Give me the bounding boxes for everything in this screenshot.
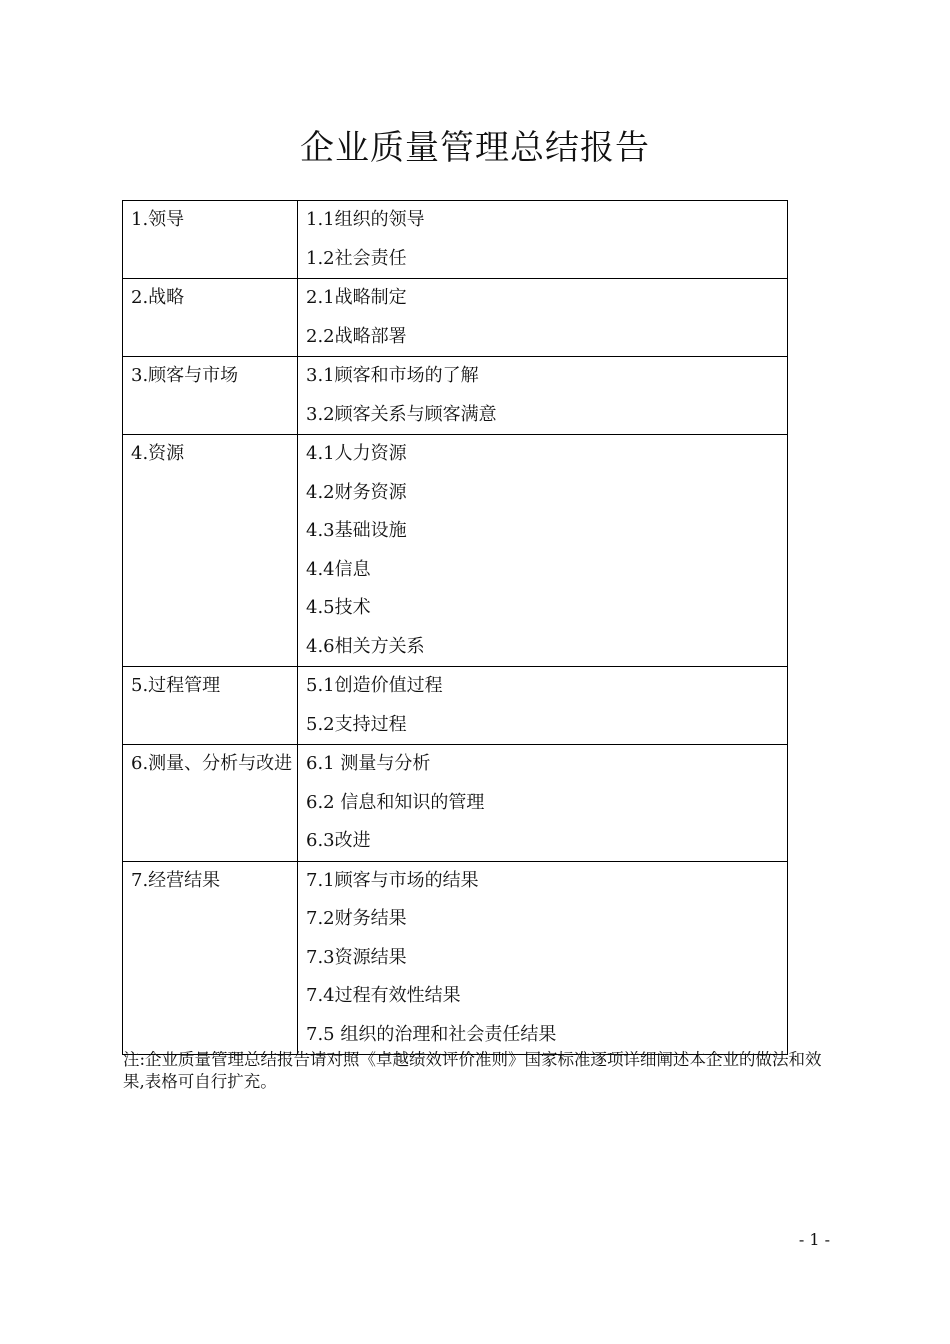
subsection-list xyxy=(298,357,788,435)
section-label: 2.战略 xyxy=(123,279,298,357)
section-row xyxy=(123,861,788,1055)
subsection-item: 7.1顾客与市场的结果 xyxy=(306,869,479,891)
subsection-item: 5.1创造价值过程 xyxy=(306,675,443,696)
subsection-item: 4.3基础设施 xyxy=(306,520,407,541)
subsection-list xyxy=(298,861,788,1055)
section-label: 4.资源 xyxy=(123,435,298,667)
subsection-item: 7.2财务结果 xyxy=(306,908,407,929)
page-number: - 1 - xyxy=(798,1230,830,1249)
subsection-list xyxy=(298,667,788,745)
subsection-item: 4.4信息 xyxy=(306,558,371,580)
subsection-list xyxy=(298,435,788,667)
section-row xyxy=(123,201,788,279)
subsection-item: 7.4过程有效性结果 xyxy=(306,985,461,1006)
subsection-item: 6.3改进 xyxy=(306,830,371,851)
subsection-item: 2.1战略制定 xyxy=(306,287,407,308)
subsection-list xyxy=(298,279,788,357)
subsection-item: 1.2社会责任 xyxy=(306,247,407,269)
section-label: 3.顾客与市场 xyxy=(123,357,298,435)
subsection-item: 6.1 测量与分析 xyxy=(306,753,431,774)
section-label: 6.测量、分析与改进 xyxy=(123,745,298,862)
footnote: 注:企业质量管理总结报告请对照《卓越绩效评价准则》国家标准逐项详细阐述本企业的做法和效果,表格可自行扩充。 xyxy=(123,1050,822,1091)
document-title: 企业质量管理总结报告 xyxy=(300,128,650,168)
subsection-item: 4.2财务资源 xyxy=(306,481,407,503)
subsection-item: 2.2战略部署 xyxy=(306,325,407,347)
subsection-list xyxy=(298,201,788,279)
subsection-item: 4.1人力资源 xyxy=(306,443,407,464)
subsection-item: 7.5 组织的治理和社会责任结果 xyxy=(306,1023,557,1045)
section-row xyxy=(123,357,788,435)
subsection-list xyxy=(298,745,788,862)
section-row xyxy=(123,667,788,745)
subsection-item: 4.5技术 xyxy=(306,597,371,618)
section-label: 5.过程管理 xyxy=(123,667,298,745)
subsection-item: 3.1顾客和市场的了解 xyxy=(306,365,479,386)
section-row xyxy=(123,435,788,667)
subsection-item: 1.1组织的领导 xyxy=(306,209,425,230)
subsection-item: 3.2顾客关系与顾客满意 xyxy=(306,403,497,425)
section-row xyxy=(123,279,788,357)
subsection-item: 6.2 信息和知识的管理 xyxy=(306,791,485,813)
outline-table xyxy=(122,200,788,1055)
subsection-item: 4.6相关方关系 xyxy=(306,635,425,657)
section-row xyxy=(123,745,788,862)
section-label: 7.经营结果 xyxy=(123,861,298,1055)
subsection-item: 5.2支持过程 xyxy=(306,713,407,735)
outline-table-body xyxy=(123,201,788,1055)
subsection-item: 7.3资源结果 xyxy=(306,946,407,968)
section-label: 1.领导 xyxy=(123,201,298,279)
